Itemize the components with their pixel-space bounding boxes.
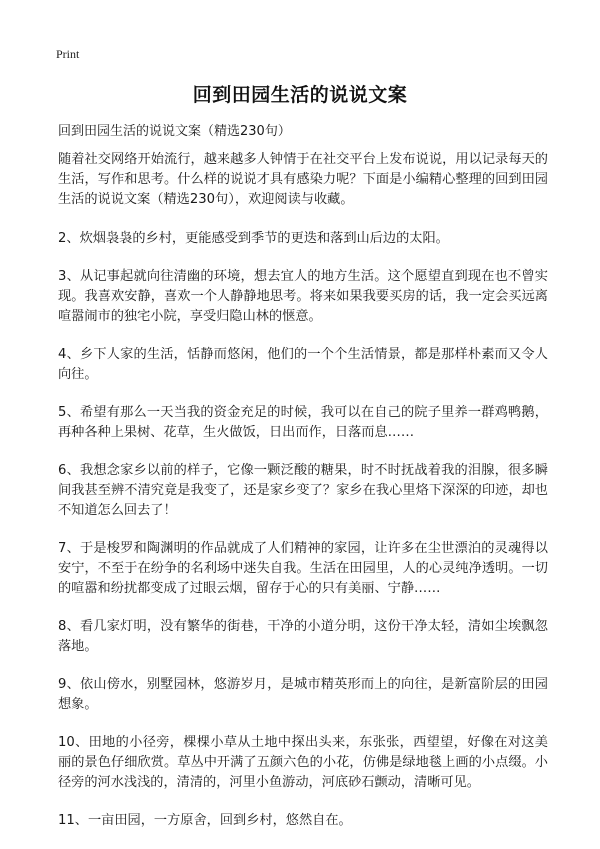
paragraph-7: 7、于是梭罗和陶渊明的作品就成了人们精神的家园，让许多在尘世漂泊的灵魂得以安宁，不至于在纷争的名利场中迷失自我。生活在田园里，人的心灵纯净透明。一切的喧嚣和纷扰都变成了过眼云烟，留存于心的只有美丽、宁静……	[58, 541, 548, 596]
print-link[interactable]: Print	[56, 47, 80, 61]
paragraph-11: 11、一亩田园，一方原舍，回到乡村，悠然自在。	[58, 813, 352, 828]
intro-paragraph: 随着社交网络开始流行，越来越多人钟情于在社交平台上发布说说，用以记录每天的生活，写作和思考。什么样的说说才具有感染力呢？下面是小编精心整理的回到田园生活的说说文案（精选230句），欢迎阅读与收藏。	[58, 152, 548, 207]
paragraph-10: 10、田地的小径旁，棵棵小草从土地中探出头来，东张张，西望望，好像在对这美丽的景色仔细欣赏。草丛中开满了五颜六色的小花，仿佛是绿地毯上画的小点缀。小径旁的河水浅浅的，清清的，河里小鱼游动，河底砂石颤动，清晰可见。	[58, 735, 548, 790]
paragraph-8: 8、看几家灯明，没有繁华的街巷，干净的小道分明，这份干净太轻，清如尘埃飘忽落地。	[58, 619, 548, 654]
paragraph-4: 4、乡下人家的生活，恬静而悠闲，他们的一个个生活情景，都是那样朴素而又令人向往。	[58, 347, 548, 382]
paragraph-5: 5、希望有那么一天当我的资金充足的时候，我可以在自己的院子里养一群鸡鸭鹅，再种各种上果树、花草，生火做饭，日出而作，日落而息……	[58, 405, 548, 440]
paragraph-2: 2、炊烟袅袅的乡村，更能感受到季节的更迭和落到山后边的太阳。	[58, 231, 449, 246]
paragraph-3: 3、从记事起就向往清幽的环境，想去宜人的地方生活。这个愿望直到现在也不曾实现。我喜欢安静，喜欢一个人静静地思考。将来如果我要买房的话，我一定会买远离喧嚣闹市的独宅小院，享受归隐山林的惬意。	[58, 269, 548, 324]
page-title: 回到田园生活的说说文案	[192, 84, 408, 106]
page-subtitle: 回到田园生活的说说文案（精选230句）	[58, 124, 291, 139]
paragraph-6: 6、我想念家乡以前的样子，它像一颗泛酸的糖果，时不时抚战着我的泪腺，很多瞬间我甚至辨不清究竟是我变了，还是家乡变了？家乡在我心里烙下深深的印迹，却也不知道怎么回去了！	[58, 463, 548, 518]
article-body	[58, 150, 548, 849]
paragraph-9: 9、依山傍水，别墅园林，悠游岁月，是城市精英形而上的向往，是新富阶层的田园想象。	[58, 677, 548, 712]
